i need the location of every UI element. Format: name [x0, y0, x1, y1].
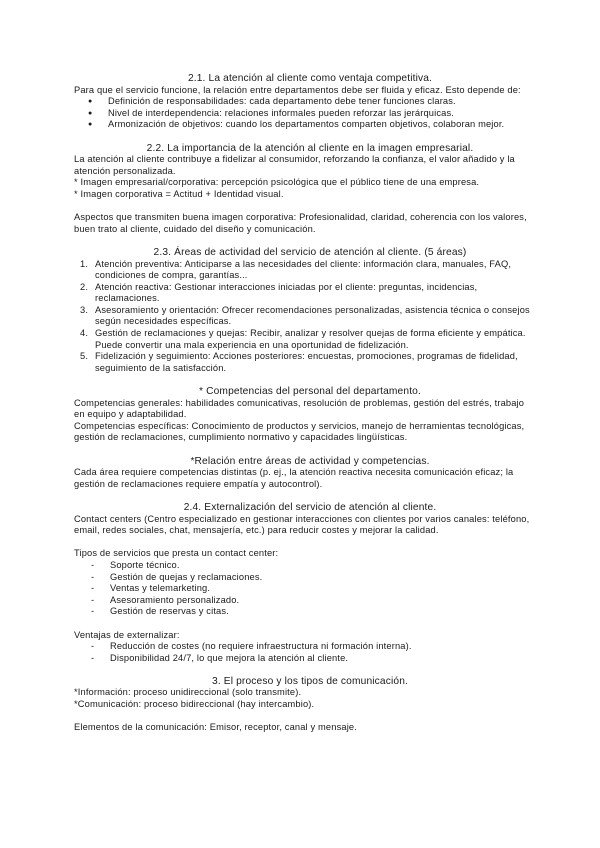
activity-area-item: 3. Asesoramiento y orientación: Ofrecer recomendaciones personalizadas, asistencia técnica o consejos según necesidades específicas. [80, 304, 530, 327]
activity-area-item: 1. Atención preventiva: Anticiparse a las necesidades del cliente: información clara, manuales, FAQ, condiciones de compra, garantías... [80, 258, 512, 281]
bullet-item: ● Definición de responsabilidades: cada departamento debe tener funciones claras. [74, 96, 536, 108]
bullet-item: ● Armonización de objetivos: cuando los departamentos comparten objetivos, colaboran mejor. [74, 119, 536, 131]
advantages-list [74, 641, 536, 664]
service-type-item: - Gestión de quejas y reclamaciones. [74, 572, 536, 584]
service-type-item: - Ventas y telemarketing. [74, 583, 536, 595]
activity-area-item: 2. Atención reactiva: Gestionar interacciones iniciadas por el cliente: preguntas, incidencias, reclamaciones. [80, 281, 478, 304]
section-2-3-heading: 2.3. Áreas de actividad del servicio de atención al cliente. (5 áreas) [153, 246, 467, 258]
bullet-item: ● Nivel de interdependencia: relaciones informales pueden reforzar las jerárquicas. [74, 108, 536, 120]
section-3-heading: 3. El proceso y los tipos de comunicación. [212, 675, 408, 687]
section-2-4-heading: 2.4. Externalización del servicio de atención al cliente. [183, 501, 437, 513]
service-type-item: - Asesoramiento personalizado. [74, 595, 536, 607]
general-competencies: Competencias generales: habilidades comunicativas, resolución de problemas, gestión del estrés, trabajo en equipo y adaptabilidad. [74, 397, 525, 420]
activity-area-item: 4. Gestión de reclamaciones y quejas: Recibir, analizar y resolver quejas de forma eficiente y empática. Puede convertir una mala experiencia en una oportunidad de fidelización. [80, 328, 526, 350]
advantage-item: - Reducción de costes (no requiere infraestructura ni formación interna). [74, 641, 536, 653]
image-aspects-paragraph: Aspectos que transmiten buena imagen corporativa: Profesionalidad, claridad, coherencia con los valores, buen trato al cliente, cuidado del diseño y comunicación. [74, 212, 527, 234]
relation-paragraph: Cada área requiere competencias distintas (p. ej., la atención reactiva necesita comunicación eficaz; la gestión de reclamaciones requiere empatía y autocontrol). [74, 467, 514, 489]
communication-definition: *Comunicación: proceso bidireccional (hay intercambio). [74, 699, 315, 710]
service-type-item: - Gestión de reservas y citas. [74, 606, 536, 618]
activity-area-item: 5. Fidelización y seguimiento: Acciones posteriores: encuestas, promociones, programas de fidelidad, seguimiento de la satisfacción. [80, 351, 518, 373]
activity-areas-list [74, 259, 536, 375]
contact-centers-paragraph: Contact centers (Centro especializado en gestionar interacciones con clientes por varios canales: teléfono, email, redes sociales, chat, mensajería, etc.) para reducir costes y mejorar la calidad. [74, 513, 530, 536]
service-types-title: Tipos de servicios que presta un contact center: [74, 548, 279, 559]
advantages-title: Ventajas de externalizar: [74, 629, 180, 640]
section-2-1-heading: 2.1. La atención al cliente como ventaja competitiva. [187, 73, 433, 84]
communication-elements: Elementos de la comunicación: Emisor, receptor, canal y mensaje. [74, 722, 357, 733]
section-2-2-intro: La atención al cliente contribuye a fidelizar al consumidor, reforzando la confianza, el valor añadido y la atención personalizada. [74, 154, 515, 176]
document-page [74, 73, 536, 734]
corporate-image-formula: * Imagen corporativa = Actitud + Identidad visual. [74, 188, 284, 199]
information-definition: *Información: proceso unidireccional (solo transmite). [74, 687, 302, 698]
advantage-item: - Disponibilidad 24/7, lo que mejora la atención al cliente. [74, 653, 536, 665]
competencies-heading: * Competencias del personal del departamento. [199, 386, 421, 398]
service-type-item: - Soporte técnico. [74, 560, 536, 572]
corporate-image-note: * Imagen empresarial/corporativa: percepción psicológica que el público tiene de una empresa. [74, 177, 480, 188]
section-2-2-heading: 2.2. La importancia de la atención al cliente en la imagen empresarial. [146, 142, 474, 154]
specific-competencies: Competencias específicas: Conocimiento de productos y servicios, manejo de herramientas tecnológicas, gestión de reclamaciones, cumplimiento normativo y capacidades lingüísticas. [74, 420, 525, 443]
section-2-1-bullet-list [74, 96, 536, 131]
section-2-1-intro: Para que el servicio funcione, la relación entre departamentos debe ser fluida y eficaz. Esto depende de: [74, 84, 521, 95]
relation-heading: *Relación entre áreas de actividad y competencias. [190, 455, 430, 467]
service-types-list [74, 560, 536, 618]
